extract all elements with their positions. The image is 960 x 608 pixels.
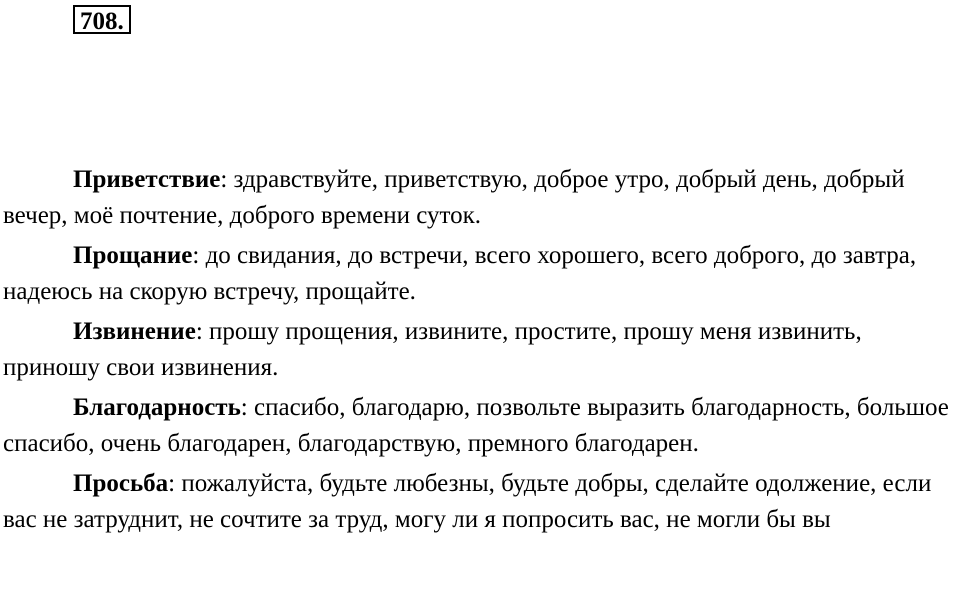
- term-gratitude: Благодарность: [73, 394, 241, 421]
- paragraph-request: [3, 466, 959, 538]
- exercise-content: [3, 162, 959, 542]
- exercise-number: 708.: [73, 5, 131, 34]
- term-request: Просьба: [73, 470, 169, 497]
- term-farewell: Прощание: [73, 242, 193, 269]
- paragraph-greeting: [3, 162, 959, 234]
- text-farewell: : до свидания, до встречи, всего хорошего, всего доброго, до завтра, надеюсь на скорую встречу, прощайте.: [3, 242, 917, 305]
- term-greeting: Приветствие: [73, 166, 221, 193]
- text-request: : пожалуйста, будьте любезны, будьте добры, сделайте одолжение, если вас не затруднит, не сочтите за труд, могу ли я попросить вас, не могли бы вы: [3, 470, 932, 533]
- text-apology: : прошу прощения, извините, простите, прошу меня извинить, приношу свои извинения.: [3, 318, 862, 381]
- paragraph-farewell: [3, 238, 959, 310]
- term-apology: Извинение: [73, 318, 196, 345]
- text-gratitude: : спасибо, благодарю, позвольте выразить благодарность, большое спасибо, очень благодарен, благодарствую, премного благодарен.: [3, 394, 949, 457]
- text-greeting: : здравствуйте, приветствую, доброе утро, добрый день, добрый вечер, моё почтение, доброго времени суток.: [3, 166, 905, 229]
- paragraph-gratitude: [3, 390, 959, 462]
- paragraph-apology: [3, 314, 959, 386]
